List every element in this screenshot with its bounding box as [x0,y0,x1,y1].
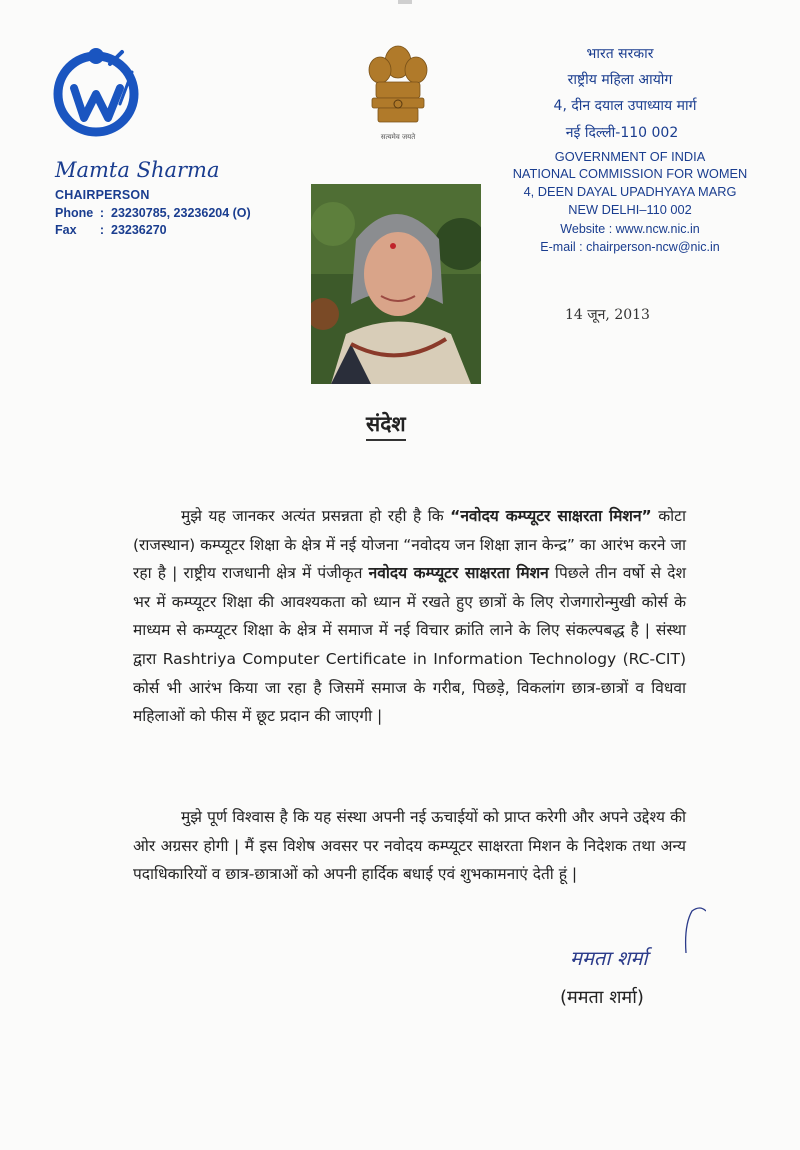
letter-date: 14 जून, 2013 [565,307,650,323]
message-paragraph-2: मुझे पूर्ण विश्वास है कि यह संस्था अपनी नई ऊचाईयों को प्राप्त करेगी और अपने उद्देश्य की ओर अग्रसर होगी | मैं इस विशेष अवसर पर नवोदय कम्प्यूटर साक्षरता मिशन के निदेशक तथा अन्य पदाधिकारियों व छात्र-छात्राओं को अपनी हार्दिक बधाई एवं शुभकामनाएं देती हूं | [133,808,686,884]
address-english-line4: NEW DELHI–110 002 [568,202,692,217]
address-english-line2: NATIONAL COMMISSION FOR WOMEN [512,166,748,181]
address-english-line1: GOVERNMENT OF INDIA [554,149,706,164]
fax-row [55,223,167,237]
emblem-motto: सत्यमेव जयते [380,133,416,141]
address-hindi-line3: 4, दीन दयाल उपाध्याय मार्ग [553,98,697,114]
fax-value: 23236270 [111,223,167,237]
address-english-line3: 4, DEEN DAYAL UPADHYAYA MARG [523,184,737,199]
para1-text-c: कोटा (राजस्थान) कम्प्यूटर शिक्षा के क्षेत्र में नई योजना “नवोदय जन शिक्षा ज्ञान केन्द्र” का आरंभ करने जा रहा है | राष्ट्रीय राजधानी क्षेत्र में पंजीकृत [133,507,686,583]
para1-text-a: मुझे यह जानकर अत्यंत प्रसन्नता हो रही है कि [181,507,451,525]
address-hindi-line2: राष्ट्रीय महिला आयोग [567,72,673,88]
phone-separator: : [99,206,105,220]
para1-bold-a: “नवोदय कम्प्यूटर साक्षरता मिशन” [450,507,652,525]
para1-text-e: पिछले तीन वर्षो से देश भर में कम्प्यूटर शिक्षा की आवश्यकता को ध्यान में रखते हुए छात्रों के लिए रोजगारोन्मुखी कोर्स के माध्यम से कम्प्यूटर शिक्षा के क्षेत्र में समाज में नई विचार क्रांति लाने के लिए संकल्पबद्ध है | संस्था द्वारा Rashtriya Computer Certificate in Information Technology (RC-CIT) कोर्स भी आरंभ किया जा रहा है जिसमें समाज के गरीब, पिछड़े, विकलांग छात्र-छात्रों व विधवा महिलाओं को फीस में छूट प्रदान की जाएगी | [133,564,686,726]
sender-designation: CHAIRPERSON [55,188,150,202]
address-email: E-mail : chairperson-ncw@nic.in [540,240,720,254]
scan-mark [398,0,412,4]
phone-row [55,206,251,220]
ashoka-emblem-icon [362,40,434,144]
handwritten-signature [566,905,706,973]
address-website: Website : www.ncw.nic.in [560,222,700,236]
address-hindi-line4: नई दिल्ली-110 002 [565,125,679,141]
fax-separator: : [99,223,105,237]
message-paragraph-1 [133,502,686,731]
para1-bold-d: नवोदय कम्प्यूटर साक्षरता मिशन [368,564,549,583]
address-hindi-line1: भारत सरकार [586,46,654,62]
sender-name: Mamta Sharma [55,158,220,182]
ncw-logo-icon [50,44,142,140]
signatory-name: (ममता शर्मा) [560,987,644,1008]
portrait-photo [311,184,481,384]
phone-label: Phone [55,206,94,220]
signature-text: ममता शर्मा [570,946,648,970]
message-heading: संदेश [366,410,406,441]
fax-label: Fax [55,223,77,237]
phone-value: 23230785, 23236204 (O) [111,206,251,220]
